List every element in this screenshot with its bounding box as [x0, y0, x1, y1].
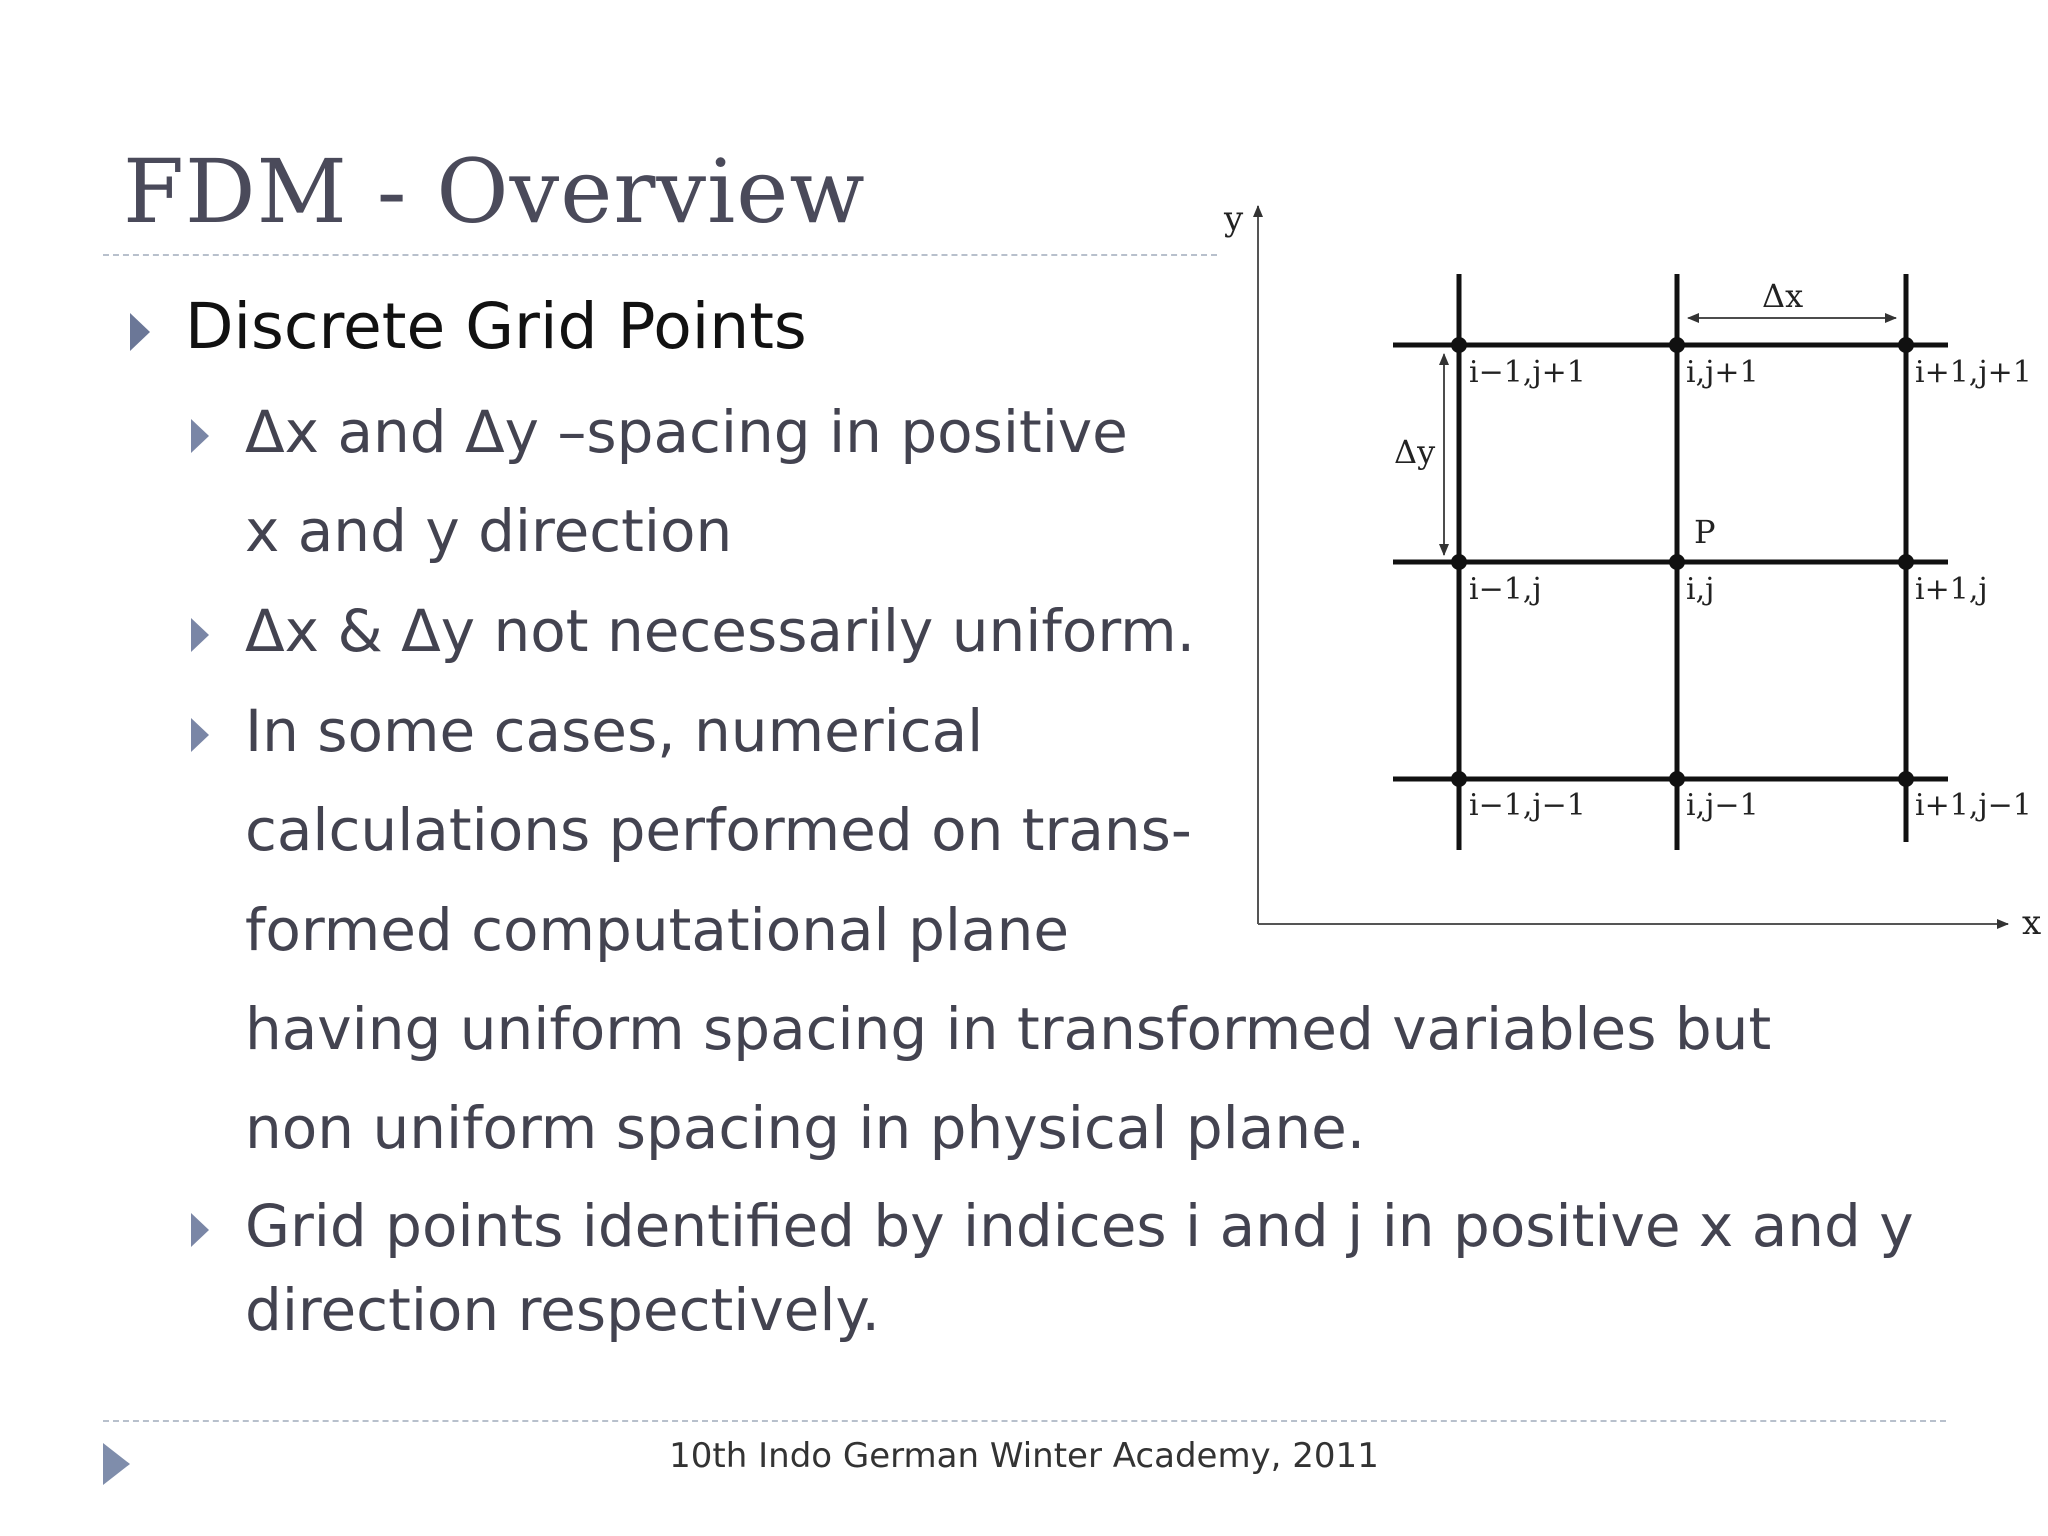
- bullet-text: In some cases, numerical: [245, 697, 984, 765]
- node-label: i−1,j: [1469, 572, 1542, 607]
- point-p-label: P: [1694, 513, 1716, 551]
- node-label: i,j: [1686, 572, 1715, 607]
- footer-divider: [103, 1420, 1946, 1422]
- bullet-text: having uniform spacing in transformed variables but: [245, 995, 1772, 1063]
- node-label: i−1,j−1: [1469, 788, 1586, 823]
- bullet-text: Discrete Grid Points: [185, 290, 807, 363]
- bullet-text: non uniform spacing in physical plane.: [245, 1094, 1366, 1162]
- node-label: i,j+1: [1686, 355, 1759, 390]
- node-label: i+1,j−1: [1915, 788, 2032, 823]
- node-label: i,j−1: [1686, 788, 1759, 823]
- dx-label: Δx: [1762, 277, 1804, 315]
- bullet-text: x and y direction: [245, 497, 733, 565]
- x-axis-label: x: [2022, 903, 2042, 943]
- footer-text: 10th Indo German Winter Academy, 2011: [669, 1436, 1379, 1476]
- slide-title: FDM - Overview: [123, 140, 866, 243]
- node-label: i−1,j+1: [1469, 355, 1586, 390]
- dy-label: Δy: [1394, 433, 1436, 471]
- bullet-text: direction respectively.: [245, 1276, 880, 1344]
- bullet-text: formed computational plane: [245, 896, 1070, 964]
- node-label: i+1,j+1: [1915, 355, 2032, 390]
- node-label: i+1,j: [1915, 572, 1988, 607]
- bullet-text: Grid points identified by indices i and j in positive x and y: [245, 1192, 1914, 1260]
- bullet-text: calculations performed on trans-: [245, 796, 1192, 864]
- bullet-text: Δx & Δy not necessarily uniform.: [245, 597, 1196, 665]
- bullet-text: Δx and Δy –spacing in positive: [245, 398, 1128, 466]
- y-axis-label: y: [1224, 199, 1244, 239]
